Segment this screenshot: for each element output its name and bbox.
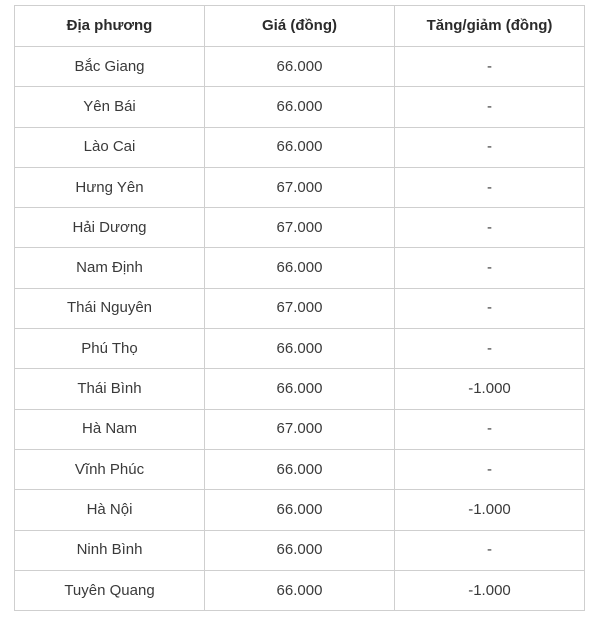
cell-change: -1.000 [395,490,585,530]
cell-price: 67.000 [205,288,395,328]
table-row [15,248,585,288]
cell-location: Hưng Yên [15,167,205,207]
cell-change: - [395,449,585,489]
cell-price: 66.000 [205,47,395,87]
cell-change: - [395,530,585,570]
table-header [15,6,585,47]
cell-price: 66.000 [205,87,395,127]
cell-location: Tuyên Quang [15,570,205,610]
cell-location: Yên Bái [15,87,205,127]
cell-location: Thái Nguyên [15,288,205,328]
table-row [15,449,585,489]
table-row [15,288,585,328]
table-row [15,127,585,167]
cell-price: 66.000 [205,530,395,570]
table-row [15,530,585,570]
table-row [15,369,585,409]
cell-change: - [395,248,585,288]
cell-location: Nam Định [15,248,205,288]
cell-price: 66.000 [205,449,395,489]
cell-price: 67.000 [205,167,395,207]
cell-change: - [395,288,585,328]
price-table [14,5,585,611]
header-row [15,6,585,47]
table-row [15,409,585,449]
cell-price: 66.000 [205,369,395,409]
cell-change: -1.000 [395,369,585,409]
table-row [15,570,585,610]
cell-price: 66.000 [205,329,395,369]
cell-change: - [395,47,585,87]
cell-location: Vĩnh Phúc [15,449,205,489]
cell-location: Ninh Bình [15,530,205,570]
cell-location: Bắc Giang [15,47,205,87]
table-row [15,208,585,248]
cell-price: 67.000 [205,208,395,248]
table-row [15,490,585,530]
table-body [15,47,585,611]
cell-price: 66.000 [205,570,395,610]
cell-location: Thái Bình [15,369,205,409]
table-row [15,47,585,87]
cell-price: 66.000 [205,490,395,530]
table-row [15,167,585,207]
header-price: Giá (đồng) [205,6,395,47]
table-row [15,329,585,369]
cell-change: -1.000 [395,570,585,610]
cell-location: Hải Dương [15,208,205,248]
cell-location: Hà Nam [15,409,205,449]
cell-change: - [395,87,585,127]
cell-location: Lào Cai [15,127,205,167]
cell-change: - [395,167,585,207]
header-location: Địa phương [15,6,205,47]
cell-price: 66.000 [205,127,395,167]
header-change: Tăng/giảm (đồng) [395,6,585,47]
cell-change: - [395,409,585,449]
cell-price: 67.000 [205,409,395,449]
cell-change: - [395,208,585,248]
cell-price: 66.000 [205,248,395,288]
cell-change: - [395,127,585,167]
cell-location: Phú Thọ [15,329,205,369]
cell-location: Hà Nội [15,490,205,530]
cell-change: - [395,329,585,369]
table-row [15,87,585,127]
